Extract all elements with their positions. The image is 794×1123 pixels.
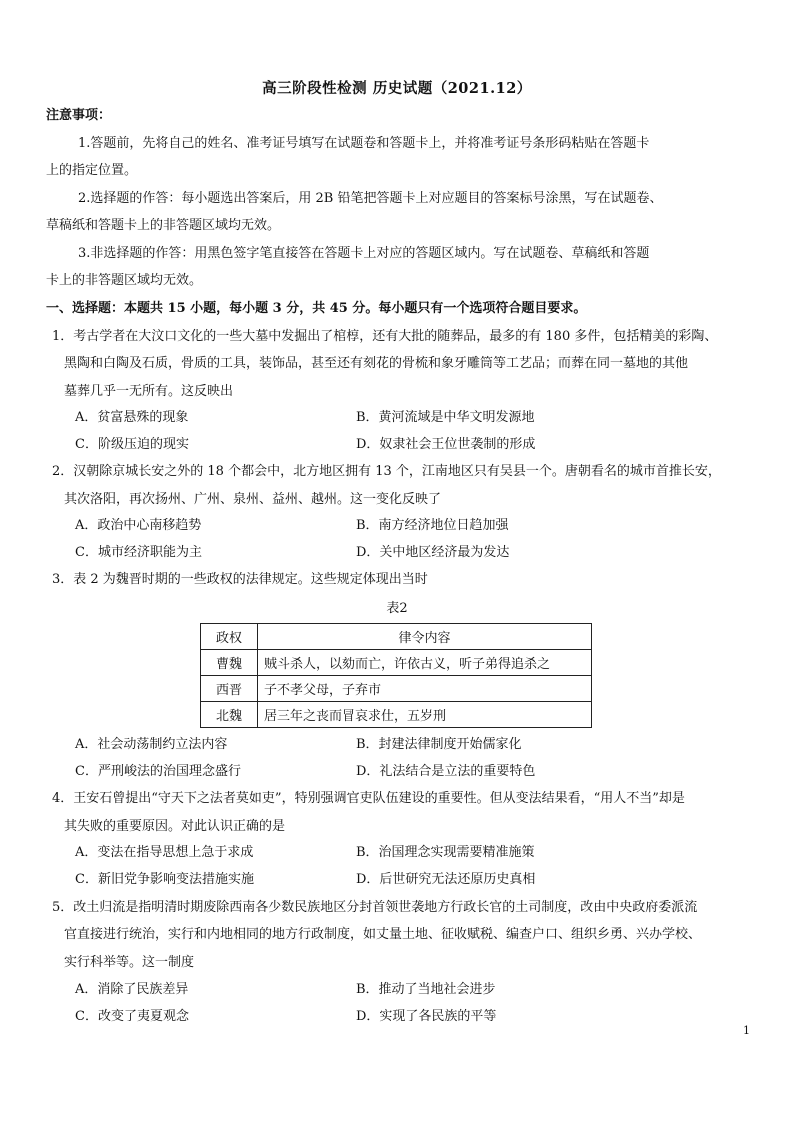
- option-d: D．礼法结合是立法的重要特色: [356, 764, 536, 779]
- page-title: 高三阶段性检测 历史试题（2021.12）: [262, 80, 532, 97]
- option-a: A．政治中心南移趋势: [75, 518, 202, 533]
- question-text: 2．汉朝除京城长安之外的 18 个都会中，北方地区拥有 13 个，江南地区只有吴县一个。唐朝看名的城市首推长安，: [52, 464, 721, 479]
- question-text: 4．王安石曾提出“守天下之法者莫如吏”，特别强调官吏队伍建设的重要性。但从变法结果看，“用人不当”却是: [52, 791, 685, 806]
- question-text: 1．考古学者在大汶口文化的一些大墓中发掘出了棺椁，还有大批的随葬品，最多的有 180 多件，包括精美的彩陶、: [52, 329, 718, 344]
- table-cell: 北魏: [201, 702, 258, 728]
- notice-line: 1.答题前，先将自己的姓名、准考证号填写在试题卷和答题卡上，并将准考证号条形码粘贴在答题卡: [78, 136, 650, 151]
- option-b: B．黄河流域是中华文明发源地: [356, 410, 535, 425]
- table-caption: 表2: [386, 601, 408, 616]
- page-number: 1: [743, 1024, 750, 1037]
- section-heading: 一、选择题：本题共 15 小题，每小题 3 分，共 45 分。每小题只有一个选项符合题目要求。: [46, 301, 587, 316]
- option-a: A．消除了民族差异: [75, 982, 189, 997]
- option-c: C．改变了夷夏观念: [75, 1009, 189, 1024]
- notice-line: 3.非选择题的作答：用黑色签字笔直接答在答题卡上对应的答题区域内。写在试题卷、草稿纸和答题: [78, 246, 650, 261]
- option-a: A．社会动荡制约立法内容: [75, 737, 228, 752]
- notice-line: 草稿纸和答题卡上的非答题区域均无效。: [46, 218, 281, 233]
- option-c: C．新旧党争影响变法措施实施: [75, 872, 254, 887]
- option-a: A．贫富悬殊的现象: [75, 410, 189, 425]
- question-text: 其失败的重要原因。对此认识正确的是: [64, 819, 286, 834]
- table-cell: 曹魏: [201, 650, 258, 676]
- table-row: [201, 650, 592, 676]
- option-d: D．关中地区经济最为发达: [356, 545, 510, 560]
- notice-line: 卡上的非答题区域均无效。: [46, 273, 203, 288]
- option-b: B．南方经济地位日趋加强: [356, 518, 509, 533]
- option-c: C．城市经济职能为主: [75, 545, 202, 560]
- option-c: C．阶级压迫的现实: [75, 437, 189, 452]
- question-text: 其次洛阳，再次扬州、广州、泉州、益州、越州。这一变化反映了: [64, 492, 442, 507]
- table-header: 政权: [201, 624, 258, 650]
- table-cell: 居三年之丧而冒哀求仕，五岁刑: [258, 702, 592, 728]
- law-table: [200, 623, 592, 728]
- question-text: 官直接进行统治，实行和内地相同的地方行政制度，如丈量土地、征收赋税、编查户口、组织乡勇、兴办学校、: [64, 927, 702, 942]
- table-header: 律令内容: [258, 624, 592, 650]
- option-b: B．推动了当地社会进步: [356, 982, 496, 997]
- table-row: [201, 702, 592, 728]
- question-text: 3．表 2 为魏晋时期的一些政权的法律规定。这些规定体现出当时: [52, 572, 428, 587]
- table-header-row: [201, 624, 592, 650]
- notice-line: 上的指定位置。: [46, 163, 138, 178]
- table-cell: 西晋: [201, 676, 258, 702]
- option-c: C．严刑峻法的治国理念盛行: [75, 764, 241, 779]
- question-text: 黑陶和白陶及石质，骨质的工具，装饰品，甚至还有刻花的骨梳和象牙雕筒等工艺品；而葬在同一墓地的其他: [64, 356, 689, 371]
- question-text: 5．改土归流是指明清时期废除西南各少数民族地区分封首领世袭地方行政长官的土司制度，改由中央政府委派流: [52, 900, 698, 915]
- option-a: A．变法在指导思想上急于求成: [75, 845, 254, 860]
- question-text: 实行科举等。这一制度: [64, 955, 195, 970]
- table-cell: 贼斗杀人，以劾而亡，许依古义，听子弟得追杀之: [258, 650, 592, 676]
- notice-line: 2.选择题的作答：每小题选出答案后，用 2B 铅笔把答题卡上对应题目的答案标号涂黑，写在试题卷、: [78, 191, 663, 206]
- table-cell: 子不孝父母，子弃市: [258, 676, 592, 702]
- option-b: B．治国理念实现需要精准施策: [356, 845, 535, 860]
- option-d: D．奴隶社会王位世袭制的形成: [356, 437, 536, 452]
- option-b: B．封建法律制度开始儒家化: [356, 737, 522, 752]
- option-d: D．实现了各民族的平等: [356, 1009, 497, 1024]
- table-row: [201, 676, 592, 702]
- question-text: 墓葬几乎一无所有。这反映出: [64, 384, 234, 399]
- option-d: D．后世研究无法还原历史真相: [356, 872, 536, 887]
- notice-heading: 注意事项：: [46, 108, 112, 123]
